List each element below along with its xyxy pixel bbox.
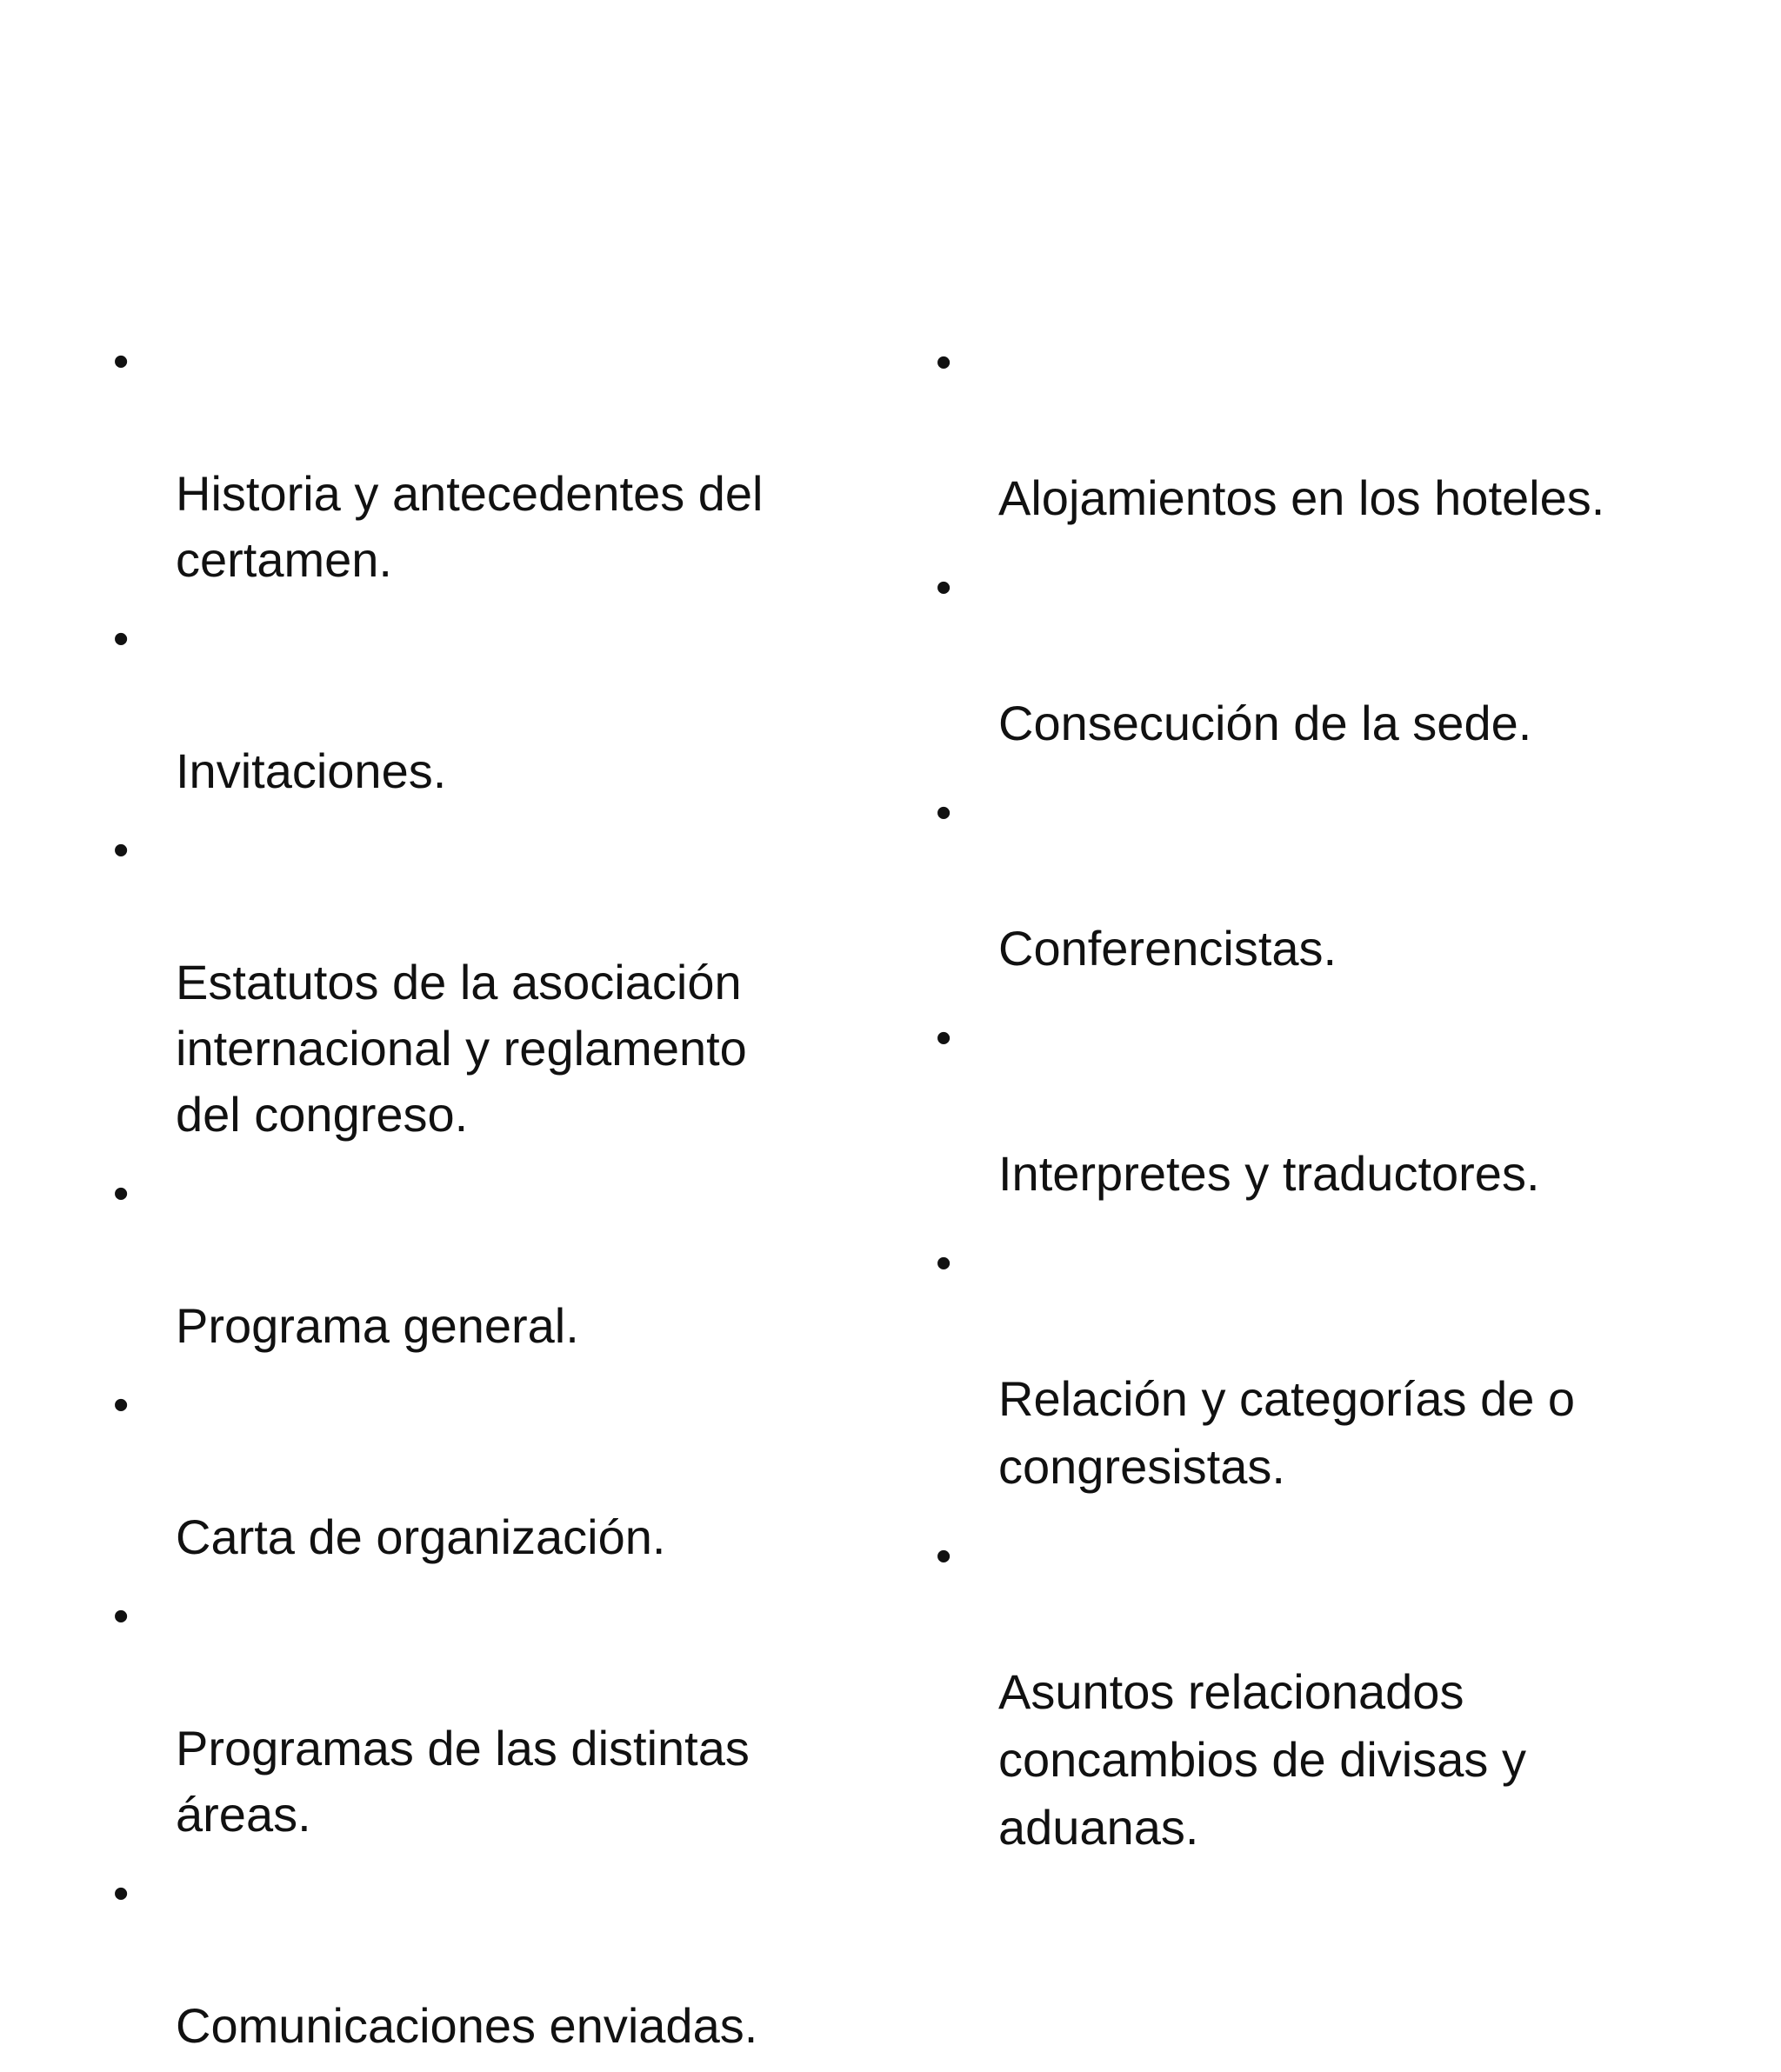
bullet-icon: • — [113, 825, 130, 876]
list-item-text: Asuntos relacionados concambios de divisas y aduanas. — [998, 1664, 1526, 1855]
list-item — [927, 1522, 1710, 1862]
list-item — [927, 1229, 1710, 1501]
bullet-icon: • — [936, 337, 952, 388]
list-item — [104, 817, 852, 1148]
list-item — [104, 329, 852, 593]
bullet-icon: • — [113, 1591, 130, 1642]
list-item-text: Historia y antecedentes del certamen. — [176, 466, 764, 587]
list-item-text: Interpretes y traductores. — [998, 1146, 1540, 1201]
list-item-text: Relación y categorías de o congresistas. — [998, 1371, 1576, 1494]
list-item — [104, 1372, 852, 1570]
list-item — [927, 554, 1710, 757]
bullet-icon: • — [936, 788, 952, 838]
list-item-text: Alojamientos en los hoteles. — [998, 470, 1605, 525]
list-item — [104, 1861, 852, 2059]
list-item — [104, 606, 852, 804]
bullet-icon: • — [936, 1013, 952, 1063]
right-bullet-list — [927, 329, 1710, 1883]
bullet-icon: • — [113, 614, 130, 664]
bullet-icon: • — [936, 1238, 952, 1289]
list-item-text: Programas de las distintas áreas. — [176, 1721, 750, 1842]
list-item-text: Invitaciones. — [176, 743, 447, 798]
list-item-text: Consecución de la sede. — [998, 696, 1532, 750]
list-item — [104, 1161, 852, 1359]
list-item-text: Carta de organización. — [176, 1509, 666, 1564]
bullet-icon: • — [936, 563, 952, 613]
left-bullet-list — [104, 329, 852, 2072]
list-item-text: Programa general. — [176, 1298, 579, 1353]
list-item — [927, 1004, 1710, 1208]
bullet-icon: • — [936, 1531, 952, 1582]
bullet-icon: • — [113, 1169, 130, 1219]
list-item-text: Conferencistas. — [998, 921, 1337, 976]
bullet-icon: • — [113, 1869, 130, 1919]
list-item — [104, 1583, 852, 1848]
bullet-icon: • — [113, 1380, 130, 1430]
bullet-icon: • — [113, 336, 130, 387]
list-item-text: Comunicaciones enviadas. — [176, 1998, 758, 2053]
list-item — [927, 779, 1710, 983]
list-item — [927, 329, 1710, 532]
list-item-text: Estatutos de la asociación internacional y reglamento del congreso. — [176, 955, 747, 1142]
